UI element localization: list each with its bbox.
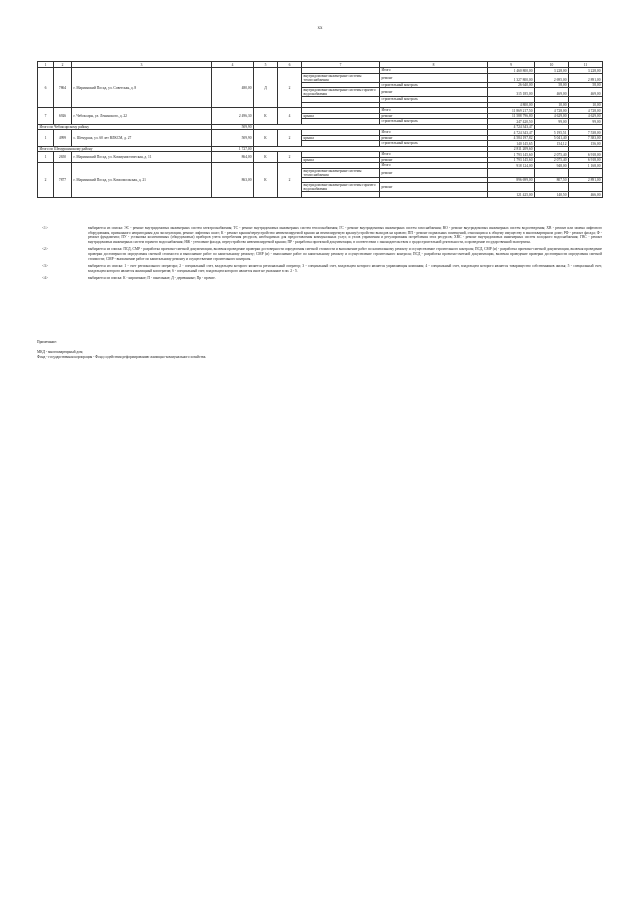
table-cell: 7 538,00 xyxy=(569,130,603,136)
subtotal-label: Итого по Шемуршинскому району xyxy=(38,146,212,152)
table-cell: 466,00 xyxy=(569,192,603,198)
footnote xyxy=(42,226,602,244)
work-kind-cell: Итого xyxy=(380,152,488,158)
table-cell: 7877 xyxy=(54,163,72,198)
table-cell: 156,00 xyxy=(569,141,603,147)
column-header: 7 xyxy=(302,62,380,68)
table-cell: К xyxy=(254,152,278,163)
work-kind-cell: строительный контроль xyxy=(380,119,488,125)
table-cell: 807,50 xyxy=(535,177,569,183)
table-cell: 2 075,40 xyxy=(535,152,569,158)
work-type-cell: внутридомовые инженерные системы теплоснабжения xyxy=(302,168,380,177)
table-cell: К xyxy=(254,130,278,147)
table-cell: 26 640,00 xyxy=(488,82,535,88)
table-cell: 4 724 343,47 xyxy=(488,130,535,136)
table-cell: 4 629,00 xyxy=(535,113,569,119)
address-cell: г. Мариинский Посад, ул. Советская, д. 8 xyxy=(72,68,212,108)
table-cell: 3 228,00 xyxy=(535,68,569,74)
table-cell: 4999 xyxy=(54,130,72,147)
table-cell: 6 918,00 xyxy=(569,152,603,158)
abbreviation-line: Фонд - государственная корпорация - Фонд содействия реформированию жилищно-коммунального хозяйства. xyxy=(37,354,207,359)
column-header: 8 xyxy=(380,62,488,68)
table-cell: 7 xyxy=(38,108,54,125)
table-cell: 3 228,00 xyxy=(569,68,603,74)
table-cell: 1 727,00 xyxy=(212,146,254,152)
abbreviation-line: МКД - многоквартирный дом; xyxy=(37,349,84,354)
table-cell: 948,00 xyxy=(535,163,569,169)
table-cell: 2 xyxy=(278,152,302,163)
table-cell: 10,00 xyxy=(569,102,603,108)
table-cell: 121 425,00 xyxy=(488,192,535,198)
work-kind-cell: ремонт xyxy=(380,135,488,141)
table-cell: 2 075,40 xyxy=(535,157,569,163)
column-header: 3 xyxy=(72,62,212,68)
table-cell: 315 185,00 xyxy=(488,88,535,97)
table-cell: 864,00 xyxy=(212,152,254,163)
table-cell: 469,00 xyxy=(535,88,569,97)
table-cell xyxy=(535,168,569,177)
work-kind-cell: Итого xyxy=(380,130,488,136)
column-header: 6 xyxy=(278,62,302,68)
footnote-mark: <2> xyxy=(42,247,48,252)
column-header: 9 xyxy=(488,62,535,68)
table-cell: 2 xyxy=(278,68,302,108)
table-cell: 1 793 145,60 xyxy=(488,157,535,163)
table-cell: 1 xyxy=(38,130,54,147)
column-header: 2 xyxy=(54,62,72,68)
table-cell: 1 793 145,60 xyxy=(488,152,535,158)
footnote-text: выбирается из списка: ЭС - ремонт внутридомовых инженерных систем электроснабжения; ТС - ремонт внутридомовых инженерных систем теплоснабжения; ГС - ремонт внутридомовых инженерных систем газоснабжения; ВО - ремонт внутридомовых инженерных систем водоотведения; ХВ - ремонт или замена лифтового оборудования, признанного непригодным для эксплуатации, ремонт лифтовых шахт; К - ремонт крыши/переустройство невентилируемой крыши на вентилируемую крышу/устройство выходов на кровлю; ПП - ремонт подвальных помещений, относящихся к общему имуществу в многоквартирном доме; РФ - ремонт фасада; Ф - ремонт фундамента; ПУ - установка коллективных (общедомовых) приборов учета потребления ресурсов, необходимых для предоставления коммунальных услуг, и узлов управления и регулирования потребления этих ресурсов; ХВС - ремонт внутридомовых инженерных систем холодного водоснабжения; ГВС - ремонт внутридомовых инженерных систем горячего водоснабжения; НЖ - утепление фасада, переустройство невентилируемой крыши; ПР - разработка проектной документации, в соответствии с законодательством о градостроительной деятельности, и проведение государственной экспертизы. xyxy=(88,226,602,244)
footnote xyxy=(42,264,602,273)
work-type-cell: внутридомовые инженерные системы горячего водоснабжения xyxy=(302,183,380,192)
repair-register-table xyxy=(37,61,603,198)
work-type-cell: крыша xyxy=(302,157,380,163)
table-cell: 99,00 xyxy=(569,119,603,125)
work-kind-cell: ремонт xyxy=(380,88,488,97)
column-header: 4 xyxy=(212,62,254,68)
table-cell: 247 420,50 xyxy=(488,119,535,125)
table-cell: 2650 xyxy=(54,152,72,163)
table-cell xyxy=(488,183,535,192)
table-cell: 4 xyxy=(278,108,302,125)
table-cell: 469,00 xyxy=(569,88,603,97)
work-kind-cell: ремонт xyxy=(380,73,488,82)
table-cell: 2 891,00 xyxy=(569,177,603,183)
abbreviations-block xyxy=(37,340,457,359)
table-cell: 1 327 800,00 xyxy=(488,73,535,82)
table-cell: 6926 xyxy=(54,108,72,125)
table-cell: 2 xyxy=(278,163,302,198)
address-cell: г. Мариинский Посад, ул. Комсомольская, д. 21 xyxy=(72,163,212,198)
table-cell: 2 811 209,60 xyxy=(488,146,535,152)
table-cell: 140,50 xyxy=(535,192,569,198)
table-cell: 58,00 xyxy=(569,82,603,88)
work-type-cell: крыша xyxy=(302,135,380,141)
footnote-mark: <1> xyxy=(42,226,48,230)
table-cell: 2 xyxy=(278,130,302,147)
table-cell: 4 724 343,47 xyxy=(488,124,535,130)
table-cell: 58,00 xyxy=(535,82,569,88)
work-kind-cell: строительный контроль xyxy=(380,97,488,103)
table-cell: 1 168,00 xyxy=(569,163,603,169)
table-cell: 4 629,00 xyxy=(569,113,603,119)
column-header: 5 xyxy=(254,62,278,68)
work-type-cell: крыша xyxy=(302,113,380,119)
table-cell: 140 145,65 xyxy=(488,141,535,147)
footnote-text: выбирается из списка: ПСД, СМР - разработка проектно-сметной документации, включая проведение проверки достоверности определения сметной стоимости и выполнение работ по капитальному ремонту и осуществление строительного контроля; ПСД, СМР (и) - разработка проектно-сметной документации, включая проведение проверки достоверности определения сметной стоимости и выполнение работ по капитальному ремонту; СМР (и) - выполнение работ по капитальному ремонту и осуществление строительного контроля; ПСД - разработка проектно-сметной документации, включая проведение проверки достоверности определения сметной стоимости; СМР - выполнение работ по капитальному ремонту и осуществление строительного контроля. xyxy=(88,247,602,261)
abbreviations-title: Примечание: xyxy=(37,340,57,344)
table-cell: 6 918,00 xyxy=(569,157,603,163)
footnote-text: выбирается из списка: К - кирпичные; П - панельные; Д - деревянные; Пр - прочие. xyxy=(88,276,216,281)
work-kind-cell: Итого xyxy=(380,163,488,169)
table-cell: 2 891,00 xyxy=(569,73,603,82)
page-number: xx xyxy=(317,26,323,31)
table-cell: К xyxy=(254,108,278,125)
work-kind-cell: ремонт xyxy=(380,157,488,163)
work-kind-cell: ремонт xyxy=(380,183,488,192)
work-type-cell xyxy=(302,192,380,198)
footnote-mark: <3> xyxy=(42,264,48,269)
work-kind-cell: строительный контроль xyxy=(380,141,488,147)
table-cell: 7 383,00 xyxy=(569,135,603,141)
table-cell xyxy=(569,183,603,192)
footnote-text: выбирается из списка: 1 - счет регионального оператора; 2 - специальный счет, владельцем которого является региональный оператор; 3 - специальный счет, владельцем которого является управляющая компания; 4 - специальный счет, владельцем которого является товарищество собственников жилья; 5 - специальный счет, владельцем которого является жилищный кооператив; 6 - специальный счет, владельцем которого является иное не указанное в пп. 2 - 5. xyxy=(88,264,602,273)
table-cell: 154,12 xyxy=(535,141,569,147)
work-kind-cell: Итого xyxy=(380,108,488,114)
subtotal-label: Итого по Чебоксарскому району xyxy=(38,124,212,130)
table-cell: Д xyxy=(254,68,278,108)
table-cell: 1 xyxy=(38,152,54,163)
table-cell: 11 588 796,80 xyxy=(488,113,535,119)
table-cell: 4 584 197,82 xyxy=(488,135,535,141)
table-cell: 4 800,00 xyxy=(488,102,535,108)
table-cell: 5 195,51 xyxy=(535,130,569,136)
table-cell: 99,00 xyxy=(535,119,569,125)
footnote xyxy=(42,276,602,281)
table-cell: 2 xyxy=(38,163,54,198)
table-cell: 10,00 xyxy=(535,102,569,108)
table-cell: 6 xyxy=(38,68,54,108)
footnote-mark: <4> xyxy=(42,276,48,281)
table-cell: 11 869 217,50 xyxy=(488,108,535,114)
table-cell: 5 041,40 xyxy=(535,135,569,141)
work-kind-cell: ремонт xyxy=(380,168,488,177)
column-header: 10 xyxy=(535,62,569,68)
column-header: 1 xyxy=(38,62,54,68)
table-cell: 863,00 xyxy=(212,163,254,198)
work-type-cell: внутридомовые инженерные системы горячего водоснабжения xyxy=(302,88,380,97)
address-cell: г. Чебоксары, ул. Ленинского, д. 22 xyxy=(72,108,212,125)
table-cell: К xyxy=(254,163,278,198)
table-cell xyxy=(488,168,535,177)
table-cell: 2 496,30 xyxy=(212,108,254,125)
table-cell: 4 728,00 xyxy=(535,108,569,114)
table-cell: 918 124,00 xyxy=(488,163,535,169)
address-cell: с. Шемурша, ул. 60 лет ВЛКСМ, д. 27 xyxy=(72,130,212,147)
table-cell: 480,00 xyxy=(212,68,254,108)
column-header: 11 xyxy=(569,62,603,68)
footnote xyxy=(42,247,602,261)
footnotes xyxy=(42,226,602,284)
table-cell: 896 699,00 xyxy=(488,177,535,183)
table-cell: 2 695,00 xyxy=(535,73,569,82)
table-cell: 1 460 800,00 xyxy=(488,68,535,74)
address-cell: г. Мариинский Посад, ул. Коммунистическая, д. 11 xyxy=(72,152,212,163)
work-kind-cell: строительный контроль xyxy=(380,82,488,88)
table-cell: 7864 xyxy=(54,68,72,108)
work-type-cell: внутридомовые инженерные системы теплоснабжения xyxy=(302,73,380,82)
work-kind-cell: ремонт xyxy=(380,113,488,119)
table-cell xyxy=(535,183,569,192)
table-cell: 509,90 xyxy=(212,130,254,147)
table-cell: 4 728,00 xyxy=(569,108,603,114)
table-cell xyxy=(569,168,603,177)
work-kind-cell xyxy=(380,192,488,198)
work-kind-cell: Итого xyxy=(380,68,488,74)
table-cell: 509,90 xyxy=(212,124,254,130)
